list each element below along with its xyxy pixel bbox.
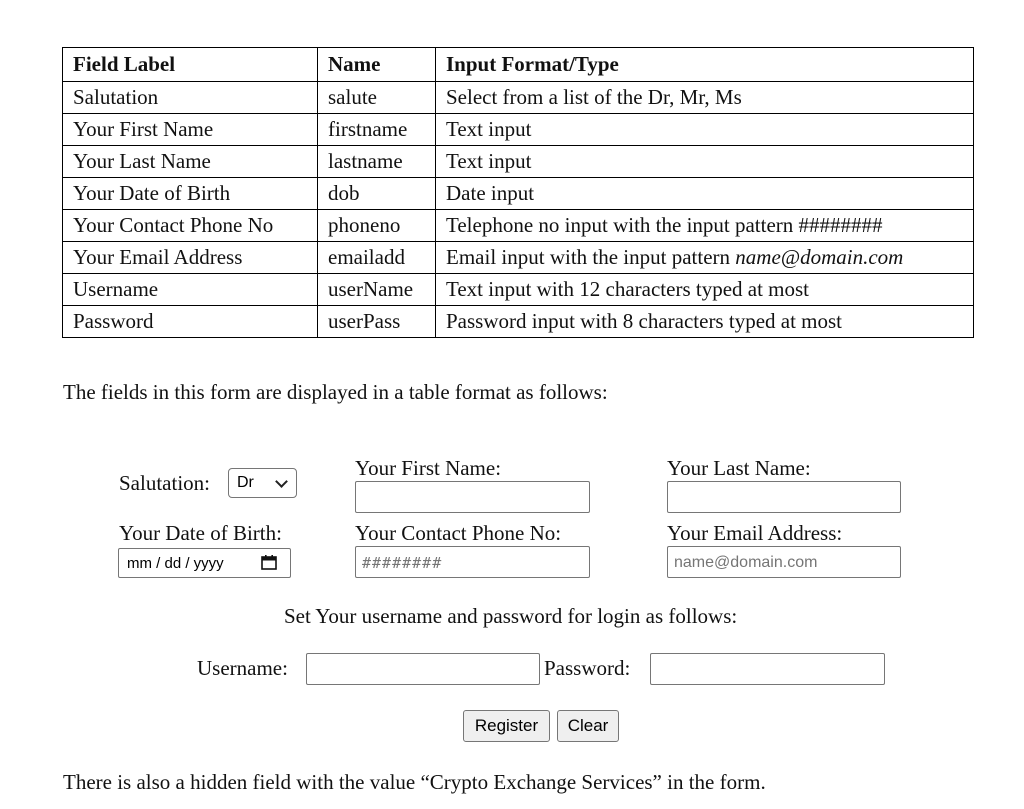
last-name-label: Your Last Name: <box>667 456 811 480</box>
format-pattern: ######## <box>798 213 883 237</box>
format-text: Date input <box>446 181 535 205</box>
field-name-cell: userPass <box>318 306 436 338</box>
salutation-label: Salutation: <box>119 471 210 495</box>
header-name: Name <box>318 48 436 82</box>
password-label: Password: <box>544 656 631 680</box>
field-format-cell <box>436 82 974 114</box>
dob-label: Your Date of Birth: <box>119 521 282 545</box>
field-format-cell <box>436 306 974 338</box>
format-text: Password input with 8 characters typed at most <box>446 309 843 333</box>
calendar-icon[interactable] <box>261 555 277 570</box>
field-name-cell: salute <box>318 82 436 114</box>
table-row <box>63 306 974 338</box>
salutation-selected-value: Dr <box>237 474 254 491</box>
table-row <box>63 146 974 178</box>
intro-paragraph: The fields in this form are displayed in a table format as follows: <box>63 380 608 404</box>
field-name-cell: userName <box>318 274 436 306</box>
field-name-cell: firstname <box>318 114 436 146</box>
format-text: Telephone no input with the input pattern <box>446 213 799 237</box>
field-label-cell: Password <box>63 306 318 338</box>
field-spec-table <box>62 47 974 338</box>
first-name-label: Your First Name: <box>355 456 502 480</box>
field-format-cell <box>436 146 974 178</box>
format-pattern: name@domain.com <box>735 245 904 269</box>
format-text: Text input <box>446 149 532 173</box>
field-format-cell <box>436 178 974 210</box>
field-format-cell <box>436 114 974 146</box>
table-row <box>63 274 974 306</box>
field-name-cell: dob <box>318 178 436 210</box>
table-row <box>63 210 974 242</box>
format-text: Text input <box>446 117 532 141</box>
field-name-cell: emailadd <box>318 242 436 274</box>
table-row <box>63 82 974 114</box>
field-format-cell <box>436 210 974 242</box>
field-label-cell: Your Last Name <box>63 146 318 178</box>
header-field-label: Field Label <box>63 48 318 82</box>
username-label: Username: <box>197 656 288 680</box>
email-label: Your Email Address: <box>667 521 843 545</box>
field-format-cell <box>436 274 974 306</box>
field-label-cell: Your Email Address <box>63 242 318 274</box>
username-input[interactable] <box>306 653 540 685</box>
phone-placeholder: ######## <box>362 554 443 572</box>
field-label-cell: Username <box>63 274 318 306</box>
field-label-cell: Your First Name <box>63 114 318 146</box>
field-label-cell: Your Date of Birth <box>63 178 318 210</box>
format-text: Select from a list of the Dr, Mr, Ms <box>446 85 742 109</box>
email-placeholder: name@domain.com <box>674 554 818 571</box>
table-row <box>63 114 974 146</box>
email-input[interactable] <box>667 546 901 578</box>
last-name-input[interactable] <box>667 481 901 513</box>
field-name-cell: phoneno <box>318 210 436 242</box>
table-row <box>63 242 974 274</box>
first-name-input[interactable] <box>355 481 590 513</box>
field-format-cell <box>436 242 974 274</box>
login-heading: Set Your username and password for login as follows: <box>284 604 738 628</box>
phone-input[interactable] <box>355 546 590 578</box>
header-input-format: Input Format/Type <box>436 48 974 82</box>
field-label-cell: Salutation <box>63 82 318 114</box>
clear-button[interactable]: Clear <box>557 710 619 742</box>
hidden-field-note: There is also a hidden field with the value “Crypto Exchange Services” in the form. <box>63 770 766 794</box>
table-row <box>63 178 974 210</box>
table-header-row <box>63 48 974 82</box>
dob-input[interactable] <box>118 548 291 578</box>
salutation-select[interactable] <box>228 468 297 498</box>
format-text: Text input with 12 characters typed at most <box>446 277 810 301</box>
field-name-cell: lastname <box>318 146 436 178</box>
phone-label: Your Contact Phone No: <box>355 521 562 545</box>
chevron-down-icon <box>275 475 288 488</box>
format-text: Email input with the input pattern <box>446 245 736 269</box>
register-button[interactable]: Register <box>463 710 550 742</box>
password-input[interactable] <box>650 653 885 685</box>
field-label-cell: Your Contact Phone No <box>63 210 318 242</box>
dob-placeholder: mm / dd / yyyy <box>127 555 224 572</box>
